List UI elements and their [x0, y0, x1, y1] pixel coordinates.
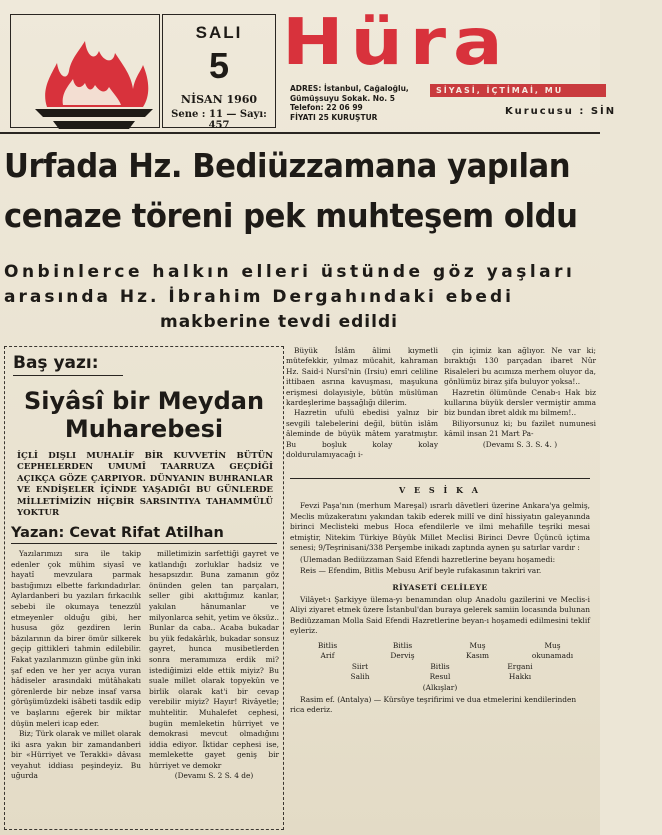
month-year: NİSAN 1960 — [180, 93, 258, 106]
news-article — [286, 346, 596, 460]
byline-rule — [11, 543, 277, 544]
signature-city: Muş — [469, 640, 486, 650]
signature-city: Siirt — [351, 661, 369, 671]
paragraph: Biliyorsunuz ki; bu fazilet numunesi kâmil insan 21 Mart Pa- — [444, 418, 596, 439]
founder-label — [505, 106, 616, 117]
date-box — [162, 14, 276, 131]
paragraph: Hazretin ölümünde Cenab-ı Hak biz kullarına büyük dersler vermiştir amma biz bundan ibret aldık mı bilmem!.. — [444, 387, 596, 418]
day-name: SALI — [195, 23, 243, 42]
paragraph: Yazılarımızı sıra ile takip edenler çok mühim siyasî ve hayatî mevzulara parmak bastığımızı elbette farkındadırlar. Aylardanberi bu yazıları fırkacılık sebebi ile okumaya tenezzül etmeyenler olduğu gibi, her hususa göz gezdiren lerin bâzılarının da birer ömür silkerek geçip gittikleri tahmin edilebilir. Fakat yazılarımızın günbe gün inki şaf eden ve her yer acıya vuran hâdiseler arasındaki mütâhakatı görenlerde bir nebze insaf varsa görüşümüzdeki isâbeti tasdik edip ve başlarını eğerek bir miktar düşün meleri icap eder. — [11, 549, 141, 728]
price-line: FİYATI 25 KURUŞTUR — [290, 112, 378, 122]
editorial-title-line2: Muharebesi — [64, 415, 224, 443]
signature-name: Kasım — [465, 651, 490, 660]
riyaset-title: RİYASETİ CELİLEYE — [392, 582, 488, 592]
signature-name: Derviş — [390, 651, 415, 660]
editorial-label-rule — [13, 375, 123, 376]
founder-text: Kurucusu : SİN — [505, 106, 617, 117]
paragraph: Reis — Efendim, Bitlis Mebusu Arif beyle rufakasının takriri var. — [300, 566, 542, 575]
headline-line2: cenaze töreni pek muhteşem oldu — [4, 196, 578, 235]
closing-paragraph: Rasim ef. (Antalya) — Kürsüye teşrifirimi ve dua etmelerini kendilerinden rica ederiz. — [290, 694, 577, 714]
address-line: ADRES: İstanbul, Cağaloğlu, — [290, 84, 409, 93]
paragraph: Hazretin ufulü ebedisi yalnız bir sevgili talebelerini değil, bütün islâm âleminde de büyük mâtem yaratmıştır. Bu boşluk kolay kolay doldurulamıyacağı i- — [286, 408, 438, 460]
signature-name: okunamadı — [531, 651, 574, 660]
flame-emblem-icon — [29, 37, 159, 135]
vesika-body — [290, 501, 590, 577]
signature-row — [290, 651, 590, 662]
signature-name: Resul — [429, 672, 451, 681]
editorial-box — [4, 346, 284, 830]
signature-city: Bitlis — [317, 640, 338, 650]
day-number: 5 — [208, 45, 230, 86]
editorial-byline: Yazan: Cevat Rifat Atilhan — [11, 525, 224, 541]
newspaper-title: Hüra — [282, 6, 510, 80]
signature-name: Salih — [350, 672, 370, 681]
signature-name: Hakkı — [508, 672, 532, 681]
editorial-column-2 — [149, 549, 279, 782]
riyaset-body — [290, 595, 590, 637]
news-body — [286, 346, 596, 460]
continue-note: (Devamı S. 2 S. 4 de) — [174, 771, 254, 781]
editorial-lead: İÇLİ DIŞLI MUHALİF BİR KUVVETİN BÜTÜN CEPHELERDEN UMUMÎ TAARRUZA GEÇDİĞİ AÇIKÇA GÖZE ÇARPIYOR. DÜNYANIN BUHRANLAR VE ENDİŞELER İÇİNDE YAŞADIĞI BU GÜNLERDE MİLLETİMİZİN HİÇBİR SARSINTIYA TAHAMMÜLÜ YOKTUR — [17, 451, 273, 519]
issue-number: Sene : 11 — Sayı: 457 — [171, 109, 267, 131]
paragraph: milletimizin sarfettiği gayret ve katlandığı zorluklar hadsiz ve hesapsızdır. Buna zamanın göz önünden gelen tan parçaları, seller gibi akıttığımız kanlar, yakılan hânumanlar ve milyonlarca sehit, yetim ve öksüz.. Bunlar da caba.. Acaba bukadar bu yük fedakârlık, bukadar sonsuz gayret, hunca musibetlerden sonra meramımıza erdik mi? istediğimizi elde ettik miyiz? Bu suale millet olarak topyekûn ve birlik olarak kat'i bir cevap verebilir miyiz? Hayır! Rivâyetle; muhtelitir. Muhalefet cephesi, bugün memleketin hürriyet ve demokrasi mevcut olmadığını iddia ediyor. İktidar cephesi ise, memlekette gayet geniş bir hürriyet ve demokr — [149, 549, 279, 770]
signature-row — [290, 672, 590, 683]
signature-name: Arif — [320, 651, 335, 660]
news-column-2 — [444, 346, 596, 460]
signature-city: Ergani — [507, 661, 533, 671]
paragraph: Fevzi Paşa'nın (merhum Mareşal) ısrarlı dâvetleri üzerine Ankara'ya gelmiş, Meclis müzakeratını yakından takib ederek millî ve dinî hissiyatın galeyanında birinci Meclisteki mebus Hoca efendilerle ve ilmi mehafille teşriki mesai etmiştir, Nitekim Türkiye Büyük Millet Meclisi Birinci Devre Üçüncü içtima senesi; 9/Teşrinisani/338 Perşembe inikadı zaptında aynen şu satırlar vardır : — [290, 501, 590, 552]
signature-city: Bitlis — [430, 661, 450, 671]
slogan-bar: SİYASİ, İÇTİMAİ, MU — [430, 84, 606, 97]
address-line: Gümüşsuyu Sokak. No. 5 — [290, 93, 395, 103]
signature-row — [290, 641, 590, 652]
paragraph: çin içimiz kan ağlıyor. Ne var ki; bıraktığı 130 parçadan ibaret Nûr Risaleleri bu acımıza merhem oluyor da, gönlümüz biraz şifa buluyor yoksa!.. — [444, 346, 596, 387]
signature-city: Bitlis — [392, 640, 413, 650]
address-block — [290, 84, 430, 122]
subheadline-line3: makberine tevdi edildi — [160, 312, 398, 332]
paragraph: Büyük İslâm âlimi kıymetli mütefekkir, yılmaz mücahit, kahraman Hz. Said-i Nursî'nin (Irsiu) emri celiline ittibaen asrına kavuşması, maşukuna erişmesi dolayısiyle, bütün müslüman kardeşlerime başsağlığı dilerim. — [286, 346, 438, 408]
vesika-title: V E S İ K A — [399, 485, 481, 495]
headline-line1: Urfada Hz. Bediüzzamana yapılan — [4, 146, 571, 185]
vesika-section — [290, 478, 590, 716]
news-column-1 — [286, 346, 438, 460]
paragraph: (Ulemadan Bediüzzaman Said Efendi hazretlerine beyanı hoşamedi: — [300, 554, 556, 564]
applause-note: (Alkışlar) — [422, 682, 458, 692]
continue-note: (Devamı S. 3. S. 4. ) — [482, 439, 558, 449]
editorial-title-line1: Siyâsî bir Meydan — [23, 387, 265, 415]
editorial-column-1 — [11, 549, 141, 782]
signature-row — [290, 662, 590, 673]
signatures — [290, 641, 590, 683]
subheadline-line2: arasında Hz. İbrahim Dergahındaki ebedi — [4, 287, 514, 307]
signature-city: Muş — [544, 640, 561, 650]
subheadline-line1: Onbinlerce halkın elleri üstünde göz yaşları — [4, 262, 576, 282]
editorial-title — [5, 387, 283, 443]
phone-line: Telefon: 22 06 99 — [290, 103, 363, 112]
logo-box — [10, 14, 160, 128]
editorial-label: Baş yazı: — [13, 353, 99, 373]
paragraph: Biz; Türk olarak ve millet olarak iki asra yakın bir zamandanberi bir «Hürriyet ve Terakki» dâvası veyahut iddiası peşindeyiz. Bu uğurda — [11, 729, 141, 781]
editorial-body — [11, 549, 279, 782]
masthead — [0, 0, 617, 134]
paragraph: Vilâyet-ı Şarkiyye ülema-yı benamından olup Anadolu gazilerini ve Meclis-i Aliyi ziyaret etmek üzere İstanbul'dan buraya gelerek samiin locasında bulunan Bediüzzaman Molla Said Efendi Hazretlerine beyan-ı hoşamedi edilmesini teklif eyleriz. — [290, 594, 590, 635]
